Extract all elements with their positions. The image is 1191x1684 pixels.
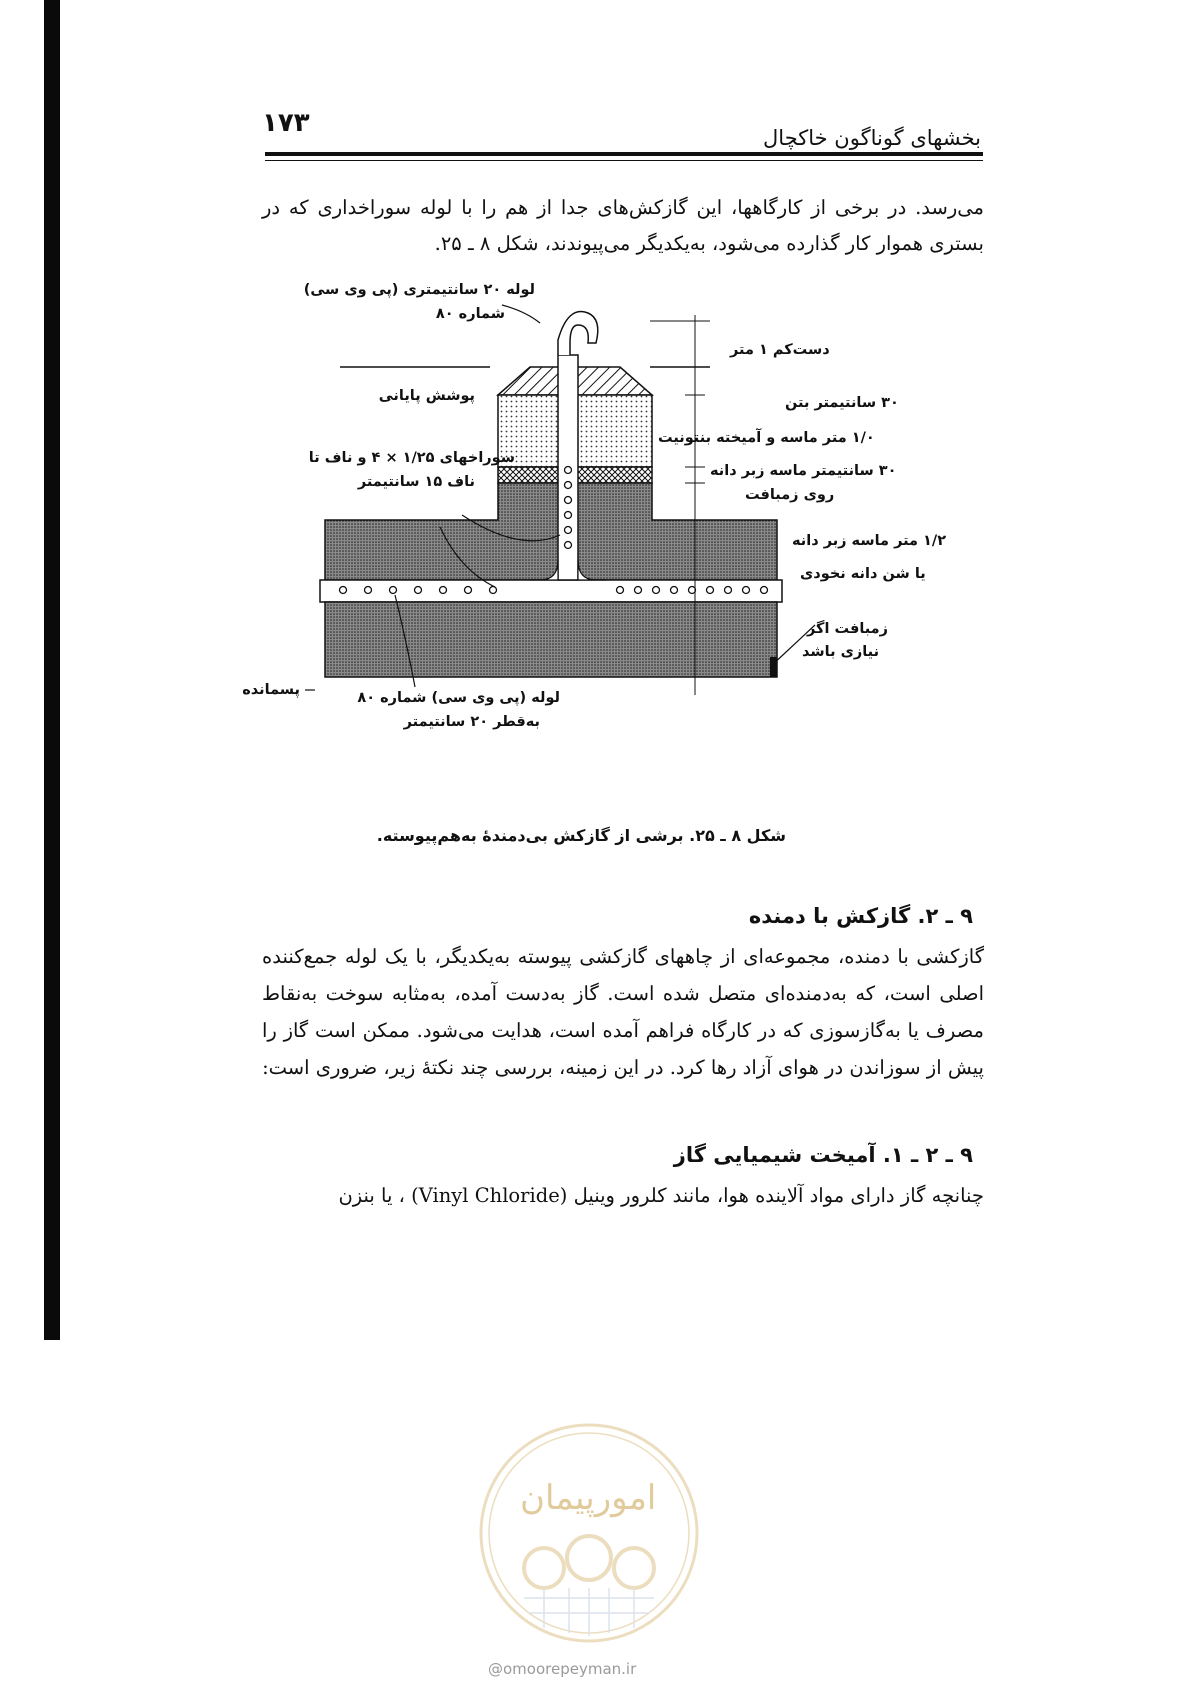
running-head: بخشهای گوناگون خاکچال	[763, 126, 981, 150]
label-holes-2: ناف ۱۵ سانتیمتر	[357, 474, 475, 490]
figure-cross-section	[240, 282, 980, 795]
coarse-sand-layer	[325, 483, 777, 580]
page-number: ۱۷۳	[262, 108, 310, 138]
label-geotextile-2: نیازی باشد	[802, 644, 880, 660]
intro-paragraph: می‌رسد. در برخی از کارگاهها، این گازکش‌های جدا از هم را با لوله سوراخداری که در بستری هموار کار گذارده می‌شود، به‌یکدیگر می‌پیوندند، شکل ۸ ـ ۲۵.	[262, 196, 984, 255]
label-fine-sand-2: روی زمبافت	[745, 487, 835, 503]
label-fine-sand-1: ۳۰ سانتیمتر ماسه زبر دانه	[710, 463, 897, 479]
label-pipe-top-2: شماره ۸۰	[435, 306, 505, 322]
header-rule-thin	[265, 160, 983, 161]
header-rule	[265, 152, 983, 156]
label-geotextile-1: زمبافت اگر	[807, 621, 889, 637]
section-9-2-1-body: چنانچه گاز دارای مواد آلاینده هوا، مانند کلرور وینیل (Vinyl Chloride) ، یا بنزن	[338, 1184, 984, 1207]
label-final-cover: پوشش پایانی	[378, 388, 475, 404]
label-coarse-1: ۱/۲ متر ماسه زبر دانه	[792, 533, 947, 549]
label-pipe-bottom-2: به‌قطر ۲۰ سانتیمتر	[403, 714, 540, 730]
label-coarse-2: یا شن دانه نخودی	[800, 566, 926, 582]
watermark-logo	[474, 1418, 704, 1648]
figure-caption: شکل ۸ ـ ۲۵. برشی از گازکش بی‌دمندهٔ به‌هم‌پیوسته.	[376, 826, 786, 845]
section-heading-9-2-1: ۹ ـ ۲ ـ ۱. آمیخت شیمیایی گاز	[673, 1143, 973, 1167]
label-sand-bentonite: ۱/۰ متر ماسه و آمیخته بنتونیت	[658, 430, 875, 446]
section-9-2-body: گازکشی با دمنده، مجموعه‌ای از چاههای گازکشی پیوسته به‌یکدیگر، با یک لوله جمع‌کننده اصلی است، که به‌دمنده‌ای متصل شده است. گاز به‌دست آمده، به‌مثابه سوخت به‌نقاط مصرف یا به‌گازسوزی که در کارگاه فراهم آمده است، هدایت می‌شود. ممکن است گاز را پیش از سوزاندن در هوای آزاد رها کرد. در این زمینه، بررسی چند نکتهٔ زیر، ضروری است:	[262, 945, 984, 1079]
page-binding-edge	[44, 0, 60, 1340]
label-pipe-top-1: لوله ۲۰ سانتیمتری (پی وی سی)	[303, 282, 535, 298]
watermark-logo-text: امورپیمان	[520, 1478, 657, 1518]
label-waste: پسمانده	[242, 682, 300, 698]
label-concrete: ۳۰ سانتیمتر بتن	[785, 395, 899, 411]
label-min-1m: دست‌کم ۱ متر	[730, 342, 830, 358]
watermark-site: @omoorepeyman.ir	[488, 1660, 637, 1678]
label-holes-1: سوراخهای ۱/۲۵ × ۴ و ناف تا	[308, 450, 515, 466]
section-heading-9-2: ۹ ـ ۲. گازکش با دمنده	[748, 904, 973, 928]
label-pipe-bottom-1: لوله (پی وی سی) شماره ۸۰	[357, 690, 560, 706]
waste-layer	[325, 602, 777, 677]
riser-hook	[558, 312, 598, 355]
